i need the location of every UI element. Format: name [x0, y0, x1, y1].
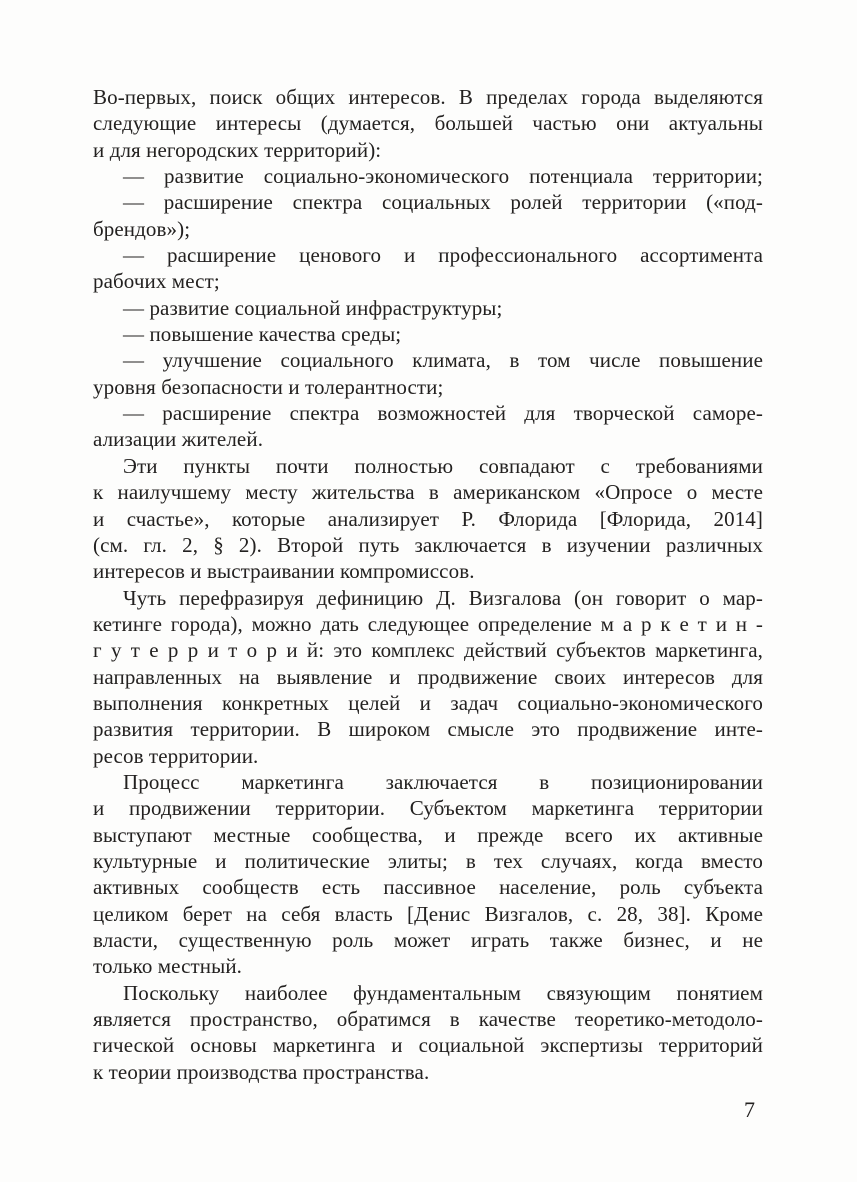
text-line: целиком берет на себя власть [Денис Визгалов, с. 28, 38]. Кроме	[93, 901, 763, 926]
text-line: — расширение спектра возможностей для творческой саморе-	[123, 401, 763, 426]
text-line: — расширение ценового и профессионального ассортимента	[123, 243, 763, 268]
text-line: к теории производства пространства.	[93, 1059, 430, 1084]
page-number: 7	[744, 1097, 755, 1122]
text-line: — развитие социально-экономического потенциала территории;	[123, 164, 763, 189]
text-line: Во-первых, поиск общих интересов. В пределах города выделяются	[93, 85, 763, 109]
text-line: уровня безопасности и толерантности;	[93, 374, 444, 399]
text-line: ресов территории.	[93, 743, 259, 768]
text-line: к наилучшему месту жительства в американском «Опросе о месте	[93, 480, 763, 505]
text-line: власти, существенную роль может играть также бизнес, и не	[93, 928, 763, 952]
paragraph	[93, 84, 763, 163]
text-column	[93, 84, 763, 1085]
text-line: направленных на выявление и продвижение своих интересов для	[93, 664, 763, 689]
text-line: Чуть перефразируя дефиницию Д. Визгалова (он говорит о мар-	[123, 585, 763, 610]
paragraph	[93, 453, 763, 585]
text-line: Поскольку наиболее фундаментальным связующим понятием	[123, 980, 763, 1005]
text-line: рабочих мест;	[93, 269, 220, 294]
text-line: гической основы маркетинга и социальной экспертизы территорий	[93, 1033, 763, 1058]
list-item-paragraph	[93, 242, 763, 295]
text-line: только местный.	[93, 954, 243, 979]
list-item-paragraph	[93, 189, 763, 242]
list-item-paragraph	[93, 163, 763, 189]
text-line: и для негородских территорий):	[93, 137, 382, 162]
text-line: (см. гл. 2, § 2). Второй путь заключается в изучении различных	[93, 532, 763, 557]
paragraph	[93, 980, 763, 1085]
text-line: развития территории. В широком смысле это продвижение инте-	[93, 717, 763, 742]
text-line: является пространство, обратимся в качестве теоретико-методоло-	[93, 1007, 763, 1032]
text-line: — расширение спектра социальных ролей территории («под-	[123, 190, 763, 215]
paragraph	[93, 769, 763, 980]
text-line: брендов»);	[93, 216, 191, 241]
text-line: — улучшение социального климата, в том числе повышение	[123, 348, 763, 373]
list-item-paragraph	[93, 295, 763, 321]
text-line: активных сообществ есть пассивное население, роль субъекта	[93, 875, 763, 900]
text-line: кетинге города), можно дать следующее определение м а р к е т и н -	[93, 611, 763, 636]
text-line: — повышение качества среды;	[123, 322, 402, 347]
text-line: — развитие социальной инфраструктуры;	[123, 295, 503, 320]
text-line: и продвижении территории. Субъектом маркетинга территории	[93, 796, 763, 821]
text-line: культурные и политические элиты; в тех случаях, когда вместо	[93, 848, 763, 873]
list-item-paragraph	[93, 400, 763, 453]
list-item-paragraph	[93, 321, 763, 347]
text-line: ализации жителей.	[93, 427, 264, 452]
list-item-paragraph	[93, 347, 763, 400]
text-line: г у т е р р и т о р и й: это комплекс действий субъектов маркетинга,	[93, 638, 763, 663]
text-line: и счастье», которые анализирует Р. Флорида [Флорида, 2014]	[93, 506, 763, 531]
text-line: выступают местные сообщества, и прежде всего их активные	[93, 822, 763, 847]
text-line: следующие интересы (думается, большей частью они актуальны	[93, 111, 763, 136]
text-line: Эти пункты почти полностью совпадают с требованиями	[123, 453, 763, 478]
text-line: выполнения конкретных целей и задач социально-экономического	[93, 690, 763, 715]
text-line: интересов и выстраивании компромиссов.	[93, 559, 475, 584]
paragraph	[93, 585, 763, 769]
text-line: Процесс маркетинга заключается в позиционировании	[123, 769, 763, 794]
